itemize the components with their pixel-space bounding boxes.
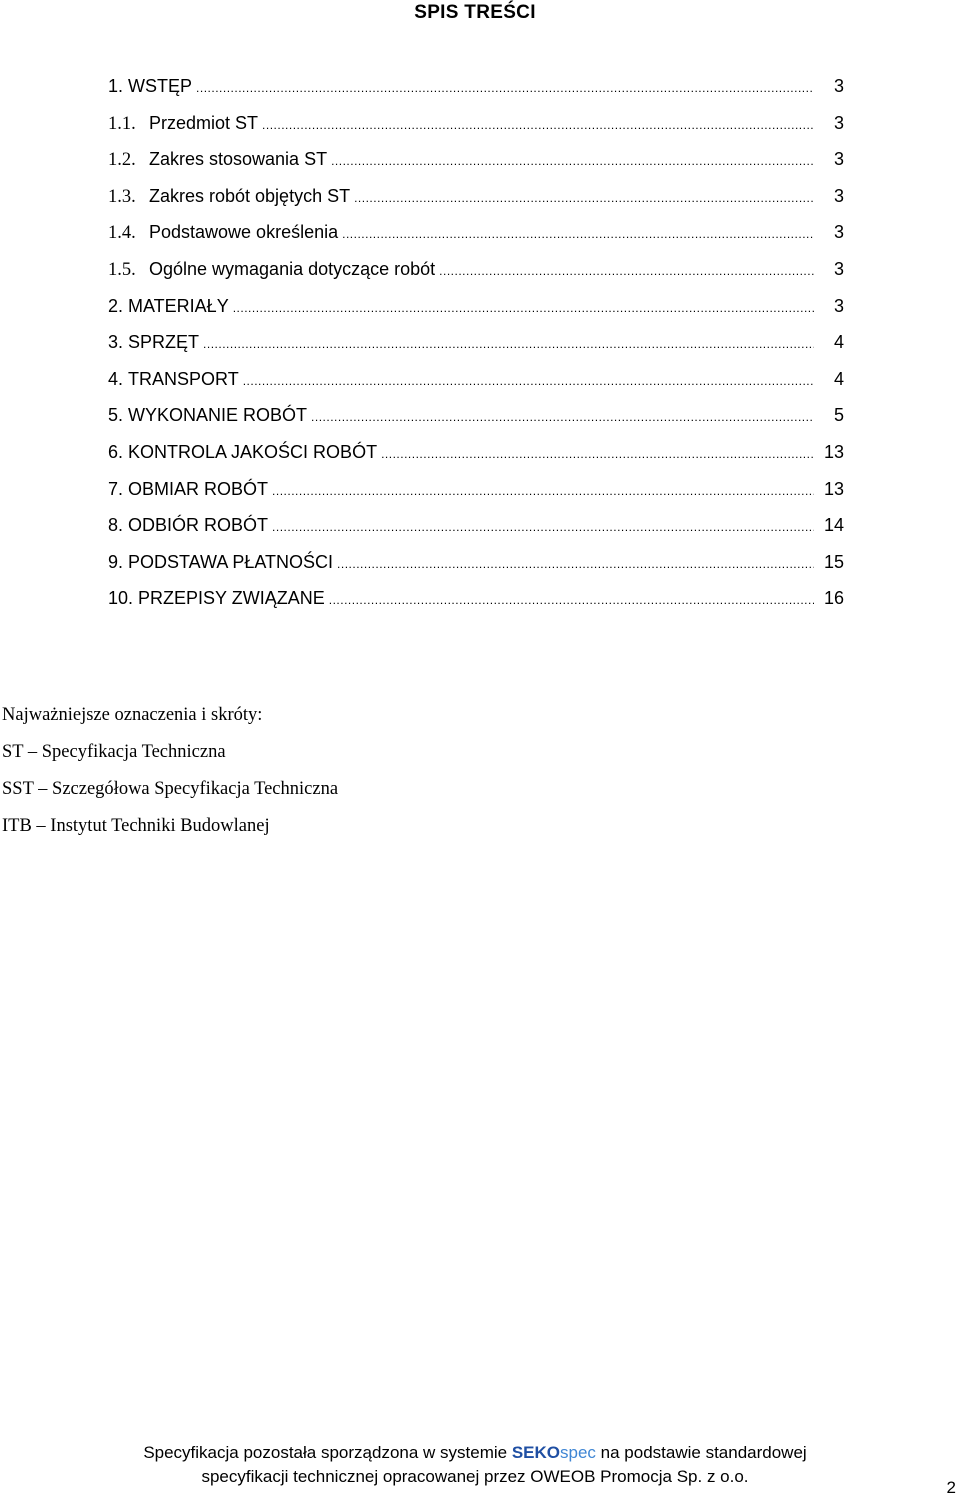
- toc-entry-number: 1.5.: [108, 259, 136, 280]
- footer-line-2: specyfikacji technicznej opracowanej przez OWEOB Promocja Sp. z o.o.: [201, 1467, 749, 1486]
- toc-entry-page: 3: [833, 185, 844, 206]
- toc-dot-leader: [381, 436, 814, 473]
- toc-entry-number: 5.: [108, 405, 124, 426]
- toc-entry[interactable]: [108, 544, 848, 581]
- toc-dot-leader: [243, 363, 814, 400]
- abbreviation-item: ST – Specyfikacja Techniczna: [2, 742, 226, 762]
- abbreviation-item: SST – Szczegółowa Specyfikacja Techniczna: [2, 779, 339, 799]
- toc-entry-label: Podstawowe określenia: [149, 222, 339, 243]
- toc-dot-leader: [439, 253, 814, 290]
- toc-entry-label: Ogólne wymagania dotyczące robót: [149, 258, 436, 279]
- toc-entry-page: 3: [833, 149, 844, 170]
- toc-dot-leader: [203, 326, 814, 363]
- toc-entry-number: 1.4.: [108, 223, 136, 244]
- toc-dot-leader: [272, 473, 814, 510]
- toc-dot-leader: [331, 143, 814, 180]
- toc-dot-leader: [342, 216, 814, 253]
- toc-entry[interactable]: [108, 68, 848, 105]
- toc-entry-number: 1.2.: [108, 150, 136, 171]
- toc-entry-label: WYKONANIE ROBÓT: [128, 405, 308, 426]
- toc-entry-number: 7.: [108, 478, 124, 499]
- brand-logo-spec: spec: [560, 1443, 596, 1462]
- toc-entry-label: MATERIAŁY: [128, 295, 229, 316]
- toc-entry[interactable]: [108, 141, 848, 178]
- toc-entry-number: 1.3.: [108, 186, 136, 207]
- toc-entry-page: 13: [823, 478, 844, 499]
- toc-entry[interactable]: [108, 434, 848, 471]
- toc-entry[interactable]: [108, 288, 848, 325]
- toc-entry[interactable]: [108, 105, 848, 142]
- toc-entry[interactable]: [108, 580, 848, 617]
- toc-entry[interactable]: [108, 251, 848, 288]
- toc-entry[interactable]: [108, 214, 848, 251]
- toc-dot-leader: [262, 107, 814, 144]
- toc-entry-label: TRANSPORT: [128, 368, 239, 389]
- footer-text-after-brand: na podstawie standardowej: [595, 1443, 807, 1462]
- table-of-contents: [108, 68, 848, 617]
- toc-entry-label: Przedmiot ST: [149, 112, 259, 133]
- toc-entry-number: 8.: [108, 515, 124, 536]
- toc-entry-label: OBMIAR ROBÓT: [128, 478, 269, 499]
- toc-entry[interactable]: [108, 178, 848, 215]
- toc-dot-leader: [272, 509, 814, 546]
- footer-line-1: [0, 1441, 950, 1465]
- toc-dot-leader: [329, 582, 814, 619]
- abbreviations-heading: Najważniejsze oznaczenia i skróty:: [2, 705, 263, 725]
- toc-entry-page: 3: [833, 112, 844, 133]
- toc-entry-page: 4: [833, 368, 844, 389]
- page-footer: [0, 1441, 950, 1489]
- toc-dot-leader: [233, 290, 814, 327]
- toc-entry[interactable]: [108, 324, 848, 361]
- toc-entry-page: 3: [833, 222, 844, 243]
- toc-entry-number: 1.1.: [108, 113, 136, 134]
- toc-entry-label: SPRZĘT: [128, 332, 200, 353]
- toc-entry-number: 9.: [108, 551, 124, 572]
- toc-dot-leader: [354, 180, 814, 217]
- toc-entry-number: 10.: [108, 588, 134, 609]
- toc-entry-label: ODBIÓR ROBÓT: [128, 515, 269, 536]
- toc-entry-page: 3: [833, 295, 844, 316]
- toc-entry-label: Zakres stosowania ST: [149, 149, 328, 170]
- toc-dot-leader: [196, 70, 814, 107]
- page-title: SPIS TREŚCI: [414, 2, 536, 23]
- toc-entry-page: 13: [823, 441, 844, 462]
- toc-entry-page: 16: [823, 588, 844, 609]
- toc-entry-label: PRZEPISY ZWIĄZANE: [138, 588, 325, 609]
- toc-entry-number: 6.: [108, 441, 124, 462]
- footer-text-before-brand: Specyfikacja pozostała sporządzona w systemie: [143, 1443, 512, 1462]
- toc-entry-label: KONTROLA JAKOŚCI ROBÓT: [128, 441, 378, 462]
- toc-entry-number: 2.: [108, 295, 124, 316]
- toc-entry-page: 3: [833, 258, 844, 279]
- toc-entry-label: Zakres robót objętych ST: [149, 185, 351, 206]
- toc-entry-page: 5: [833, 405, 844, 426]
- toc-entry-label: PODSTAWA PŁATNOŚCI: [128, 551, 334, 572]
- toc-entry-page: 4: [833, 332, 844, 353]
- toc-entry-number: 3.: [108, 332, 124, 353]
- toc-entry[interactable]: [108, 507, 848, 544]
- toc-entry-label: WSTĘP: [128, 76, 193, 96]
- toc-dot-leader: [311, 399, 814, 436]
- toc-entry[interactable]: [108, 397, 848, 434]
- toc-dot-leader: [337, 546, 814, 583]
- brand-logo-seko: SEKO: [511, 1443, 561, 1462]
- toc-entry[interactable]: [108, 361, 848, 398]
- abbreviation-item: ITB – Instytut Techniki Budowlanej: [2, 816, 270, 836]
- toc-entry[interactable]: [108, 471, 848, 508]
- toc-entry-page: 15: [823, 551, 844, 572]
- abbreviations-section: [2, 697, 338, 845]
- page-number: 2: [946, 1478, 956, 1497]
- toc-entry-number: 1.: [108, 76, 124, 96]
- toc-entry-number: 4.: [108, 368, 124, 389]
- toc-entry-page: 14: [823, 515, 844, 536]
- toc-entry-page: 3: [833, 76, 844, 96]
